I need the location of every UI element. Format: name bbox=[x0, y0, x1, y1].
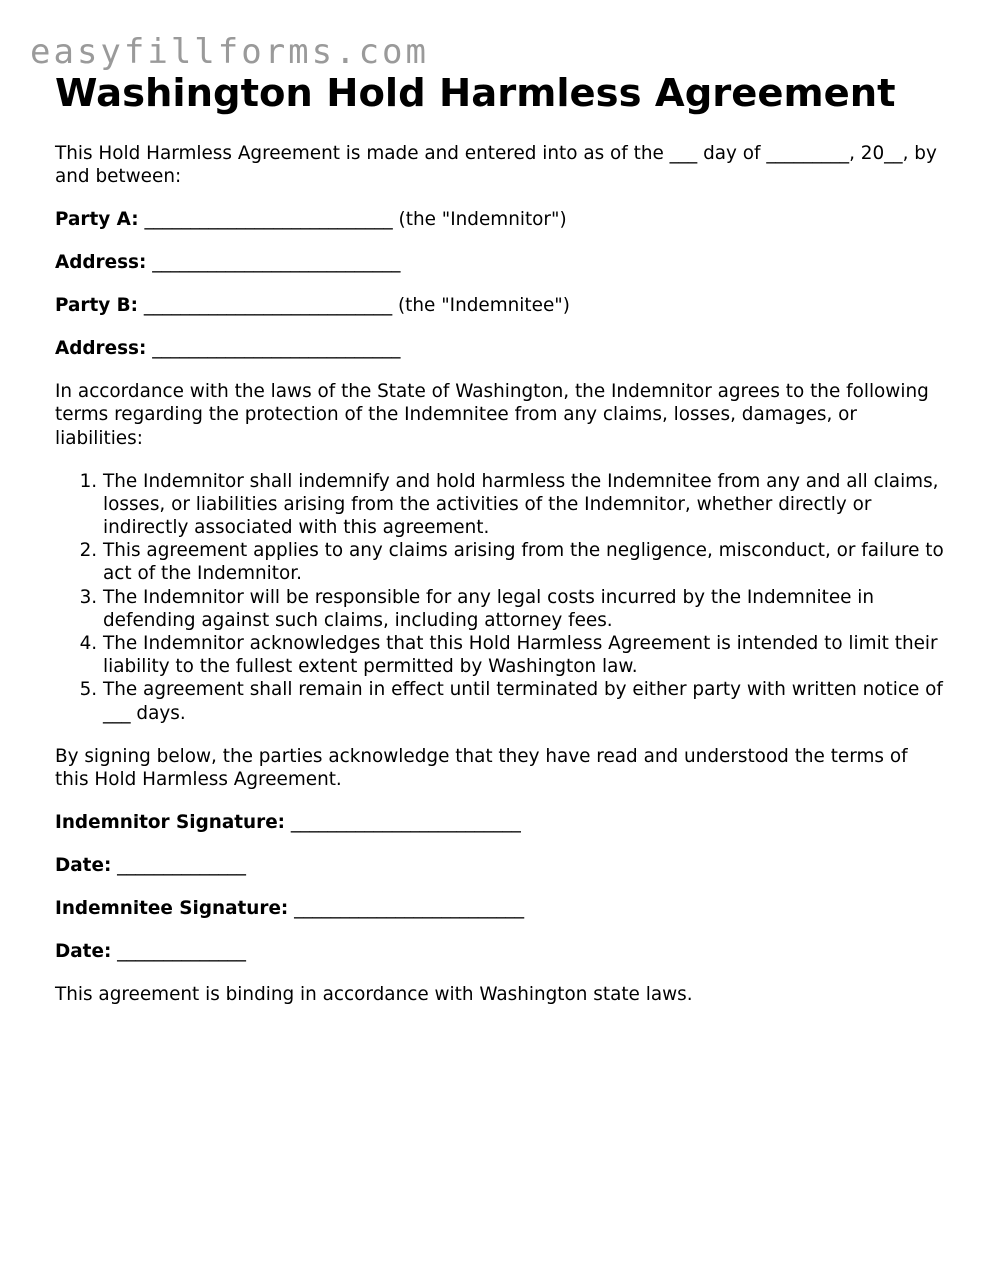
party-a-label: Party A: bbox=[55, 209, 139, 231]
date-label-1: Date: bbox=[55, 854, 112, 876]
date-field-1 bbox=[55, 854, 945, 877]
party-b-label: Party B: bbox=[55, 295, 139, 317]
address-b-field bbox=[55, 337, 945, 360]
date-line-1: ______________ bbox=[117, 854, 246, 876]
term-item-4: 4. The Indemnitor acknowledges that this Hold Harmless Agreement is intended to limit their liability to the fullest extent permitted by Washington law. bbox=[103, 632, 945, 678]
closing-paragraph: This agreement is binding in accordance with Washington state laws. bbox=[55, 983, 693, 1005]
party-b-value: ___________________________ (the "Indemnitee") bbox=[143, 295, 570, 317]
date-line-2: ______________ bbox=[117, 940, 246, 962]
party-a-value: ___________________________ (the "Indemnitor") bbox=[144, 209, 567, 231]
document-page bbox=[55, 70, 945, 1006]
indemnitee-signature-label: Indemnitee Signature: bbox=[55, 897, 289, 919]
document-title: Washington Hold Harmless Agreement bbox=[55, 71, 896, 116]
term-item-1: 1. The Indemnitor shall indemnify and hold harmless the Indemnitee from any and all claims, losses, or liabilities arising from the activities of the Indemnitor, whether directly or indirectly associated with this agreement. bbox=[103, 470, 945, 540]
address-a-label: Address: bbox=[55, 252, 147, 274]
indemnitee-signature-line: _________________________ bbox=[294, 897, 525, 919]
term-item-2: 2. This agreement applies to any claims arising from the negligence, misconduct, or failure to act of the Indemnitor. bbox=[103, 539, 945, 585]
terms-list bbox=[55, 470, 945, 725]
term-item-3: 3. The Indemnitor will be responsible for any legal costs incurred by the Indemnitee in defending against such claims, including attorney fees. bbox=[103, 586, 945, 632]
indemnitor-signature-field bbox=[55, 811, 945, 834]
indemnitor-signature-line: _________________________ bbox=[290, 811, 521, 833]
terms-intro-paragraph: In accordance with the laws of the State of Washington, the Indemnitor agrees to the following terms regarding the protection of the Indemnitee from any claims, losses, damages, or liabilities: bbox=[55, 381, 929, 449]
term-item-5: 5. The agreement shall remain in effect until terminated by either party with written notice of ___ days. bbox=[103, 678, 945, 724]
intro-paragraph: This Hold Harmless Agreement is made and entered into as of the ___ day of _________, 20__, by and between: bbox=[55, 143, 937, 188]
address-a-value: ___________________________ bbox=[152, 252, 401, 274]
date-label-2: Date: bbox=[55, 940, 112, 962]
party-a-field bbox=[55, 208, 945, 231]
acknowledgement-paragraph: By signing below, the parties acknowledge that they have read and understood the terms of this Hold Harmless Agreement. bbox=[55, 745, 908, 790]
indemnitee-signature-field bbox=[55, 897, 945, 920]
address-a-field bbox=[55, 251, 945, 274]
address-b-value: ___________________________ bbox=[152, 338, 401, 360]
date-field-2 bbox=[55, 940, 945, 963]
watermark: easyfillforms.com bbox=[30, 32, 429, 72]
indemnitor-signature-label: Indemnitor Signature: bbox=[55, 811, 286, 833]
address-b-label: Address: bbox=[55, 338, 147, 360]
party-b-field bbox=[55, 294, 945, 317]
